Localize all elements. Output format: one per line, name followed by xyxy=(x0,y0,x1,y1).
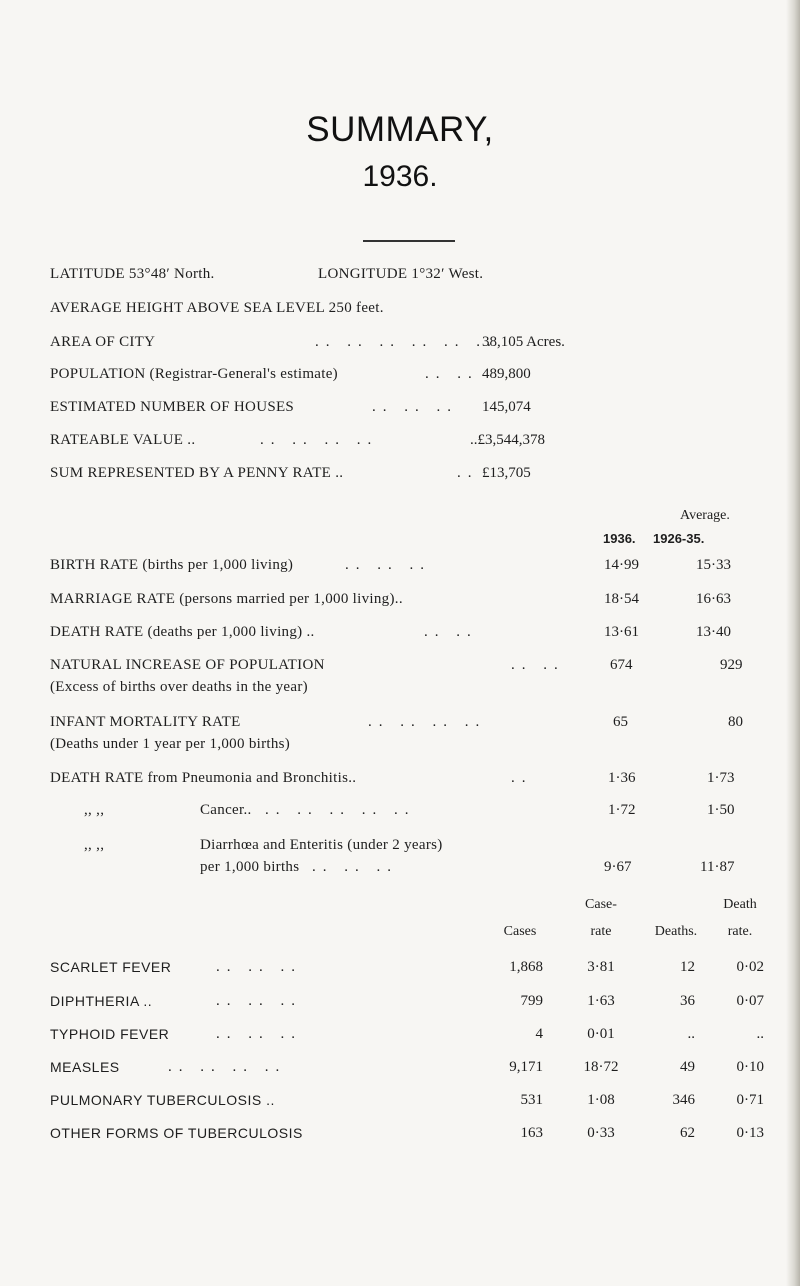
natural-increase-leader: .. .. xyxy=(511,657,565,673)
diarrhoea-per-births: per 1,000 births xyxy=(200,859,300,875)
col-average-header: 1926-35. xyxy=(653,531,705,546)
marriage-rate-average: 16·63 xyxy=(696,591,731,607)
natural-increase-average: 929 xyxy=(720,657,743,673)
natural-increase-1936: 674 xyxy=(610,657,633,673)
disease-leader-typhoid-fever: .. .. .. xyxy=(216,1026,302,1042)
average-height: AVERAGE HEIGHT ABOVE SEA LEVEL 250 feet. xyxy=(50,300,384,316)
population-leader: .. .. xyxy=(425,366,479,382)
death-rate-average: 13·40 xyxy=(696,624,731,640)
pneumonia-rate-label: DEATH RATE from Pneumonia and Bronchitis.. xyxy=(50,770,357,786)
cancer-ditto: ,, ,, xyxy=(84,802,105,818)
diarrhoea-1936: 9·67 xyxy=(604,859,632,875)
rateable-value-label: RATEABLE VALUE .. xyxy=(50,432,196,448)
disease-case-rate-other-tuberculosis: 0·33 xyxy=(587,1125,615,1141)
infant-mortality-label: INFANT MORTALITY RATE xyxy=(50,714,241,730)
disease-leader-scarlet-fever: .. .. .. xyxy=(216,959,302,975)
header-death-rate-2: rate. xyxy=(727,924,753,939)
natural-increase-note: (Excess of births over deaths in the year) xyxy=(50,679,308,695)
col-1936-header: 1936. xyxy=(603,531,636,546)
infant-mortality-1936: 65 xyxy=(613,714,628,730)
disease-name-pulmonary-tuberculosis: PULMONARY TUBERCULOSIS .. xyxy=(50,1092,275,1108)
disease-cases-other-tuberculosis: 163 xyxy=(520,1125,543,1141)
diarrhoea-ditto: ,, ,, xyxy=(84,837,105,853)
disease-death-rate-typhoid-fever: .. xyxy=(756,1026,764,1042)
death-rate-label: DEATH RATE (deaths per 1,000 living) .. xyxy=(50,624,315,640)
rateable-value-leader: .. .. .. .. xyxy=(260,432,379,448)
birth-rate-average: 15·33 xyxy=(696,557,731,573)
disease-death-rate-diphtheria: 0·07 xyxy=(736,993,764,1009)
diarrhoea-label: Diarrhœa and Enteritis (under 2 years) xyxy=(200,837,443,853)
birth-rate-1936: 14·99 xyxy=(604,557,639,573)
area-label: AREA OF CITY xyxy=(50,334,156,350)
average-header: Average. xyxy=(680,508,730,523)
disease-death-rate-scarlet-fever: 0·02 xyxy=(736,959,764,975)
disease-deaths-typhoid-fever: .. xyxy=(687,1026,695,1042)
houses-label: ESTIMATED NUMBER OF HOUSES xyxy=(50,399,295,415)
disease-deaths-pulmonary-tuberculosis: 346 xyxy=(672,1092,695,1108)
marriage-rate-1936: 18·54 xyxy=(604,591,639,607)
header-cases: Cases xyxy=(503,924,537,939)
disease-name-diphtheria: DIPHTHERIA .. xyxy=(50,993,153,1009)
page-title: SUMMARY, xyxy=(306,110,494,149)
area-leader: .. .. .. .. .. .. xyxy=(315,334,498,350)
longitude: LONGITUDE 1°32′ West. xyxy=(318,266,484,282)
disease-cases-typhoid-fever: 4 xyxy=(535,1026,543,1042)
penny-rate-value: £13,705 xyxy=(482,465,531,481)
disease-death-rate-pulmonary-tuberculosis: 0·71 xyxy=(736,1092,764,1108)
disease-death-rate-measles: 0·10 xyxy=(736,1059,764,1075)
header-deaths: Deaths. xyxy=(654,924,698,939)
diarrhoea-leader: .. .. .. xyxy=(312,859,398,875)
natural-increase-label: NATURAL INCREASE OF POPULATION xyxy=(50,657,325,673)
diarrhoea-average: 11·87 xyxy=(700,859,735,875)
page-year: 1936. xyxy=(362,160,438,193)
pneumonia-rate-average: 1·73 xyxy=(707,770,735,786)
disease-deaths-measles: 49 xyxy=(680,1059,695,1075)
disease-cases-scarlet-fever: 1,868 xyxy=(509,959,543,975)
marriage-rate-label: MARRIAGE RATE (persons married per 1,000 living).. xyxy=(50,591,403,607)
death-rate-1936: 13·61 xyxy=(604,624,639,640)
pneumonia-rate-leader: .. xyxy=(511,770,533,786)
houses-leader: .. .. .. xyxy=(372,399,458,415)
birth-rate-label: BIRTH RATE (births per 1,000 living) xyxy=(50,557,294,573)
rateable-value-value: ..£3,544,378 xyxy=(470,432,545,448)
disease-deaths-diphtheria: 36 xyxy=(680,993,695,1009)
disease-case-rate-diphtheria: 1·63 xyxy=(587,993,615,1009)
header-death-rate-1: Death xyxy=(723,897,757,912)
title-rule xyxy=(363,240,455,242)
disease-cases-pulmonary-tuberculosis: 531 xyxy=(520,1092,543,1108)
disease-leader-diphtheria: .. .. .. xyxy=(216,993,302,1009)
disease-cases-measles: 9,171 xyxy=(509,1059,543,1075)
houses-value: 145,074 xyxy=(482,399,531,415)
latitude: LATITUDE 53°48′ North. xyxy=(50,266,215,282)
cancer-1936: 1·72 xyxy=(608,802,636,818)
population-label: POPULATION (Registrar-General's estimate) xyxy=(50,366,338,382)
disease-case-rate-typhoid-fever: 0·01 xyxy=(587,1026,615,1042)
disease-case-rate-pulmonary-tuberculosis: 1·08 xyxy=(587,1092,615,1108)
disease-case-rate-scarlet-fever: 3·81 xyxy=(587,959,615,975)
infant-mortality-leader: .. .. .. .. xyxy=(368,714,487,730)
disease-name-measles: MEASLES xyxy=(50,1059,120,1075)
disease-name-other-tuberculosis: OTHER FORMS OF TUBERCULOSIS xyxy=(50,1125,303,1141)
disease-death-rate-other-tuberculosis: 0·13 xyxy=(736,1125,764,1141)
birth-rate-leader: .. .. .. xyxy=(345,557,431,573)
area-value: 38,105 Acres. xyxy=(482,334,565,350)
disease-name-typhoid-fever: TYPHOID FEVER xyxy=(50,1026,170,1042)
header-case-rate-1: Case- xyxy=(585,897,617,912)
infant-mortality-average: 80 xyxy=(728,714,743,730)
population-value: 489,800 xyxy=(482,366,531,382)
cancer-leader: .. .. .. .. .. xyxy=(265,802,416,818)
disease-name-scarlet-fever: SCARLET FEVER xyxy=(50,959,172,975)
penny-rate-label: SUM REPRESENTED BY A PENNY RATE .. xyxy=(50,465,344,481)
disease-deaths-other-tuberculosis: 62 xyxy=(680,1125,695,1141)
disease-leader-measles: .. .. .. .. xyxy=(168,1059,287,1075)
disease-case-rate-measles: 18·72 xyxy=(583,1059,619,1075)
header-case-rate-2: rate xyxy=(590,924,612,939)
cancer-average: 1·50 xyxy=(707,802,735,818)
infant-mortality-note: (Deaths under 1 year per 1,000 births) xyxy=(50,736,291,752)
disease-cases-diphtheria: 799 xyxy=(520,993,543,1009)
penny-rate-leader: .. xyxy=(457,465,479,481)
death-rate-leader: .. .. xyxy=(424,624,478,640)
disease-deaths-scarlet-fever: 12 xyxy=(680,959,695,975)
pneumonia-rate-1936: 1·36 xyxy=(608,770,636,786)
cancer-label: Cancer.. xyxy=(200,802,252,818)
